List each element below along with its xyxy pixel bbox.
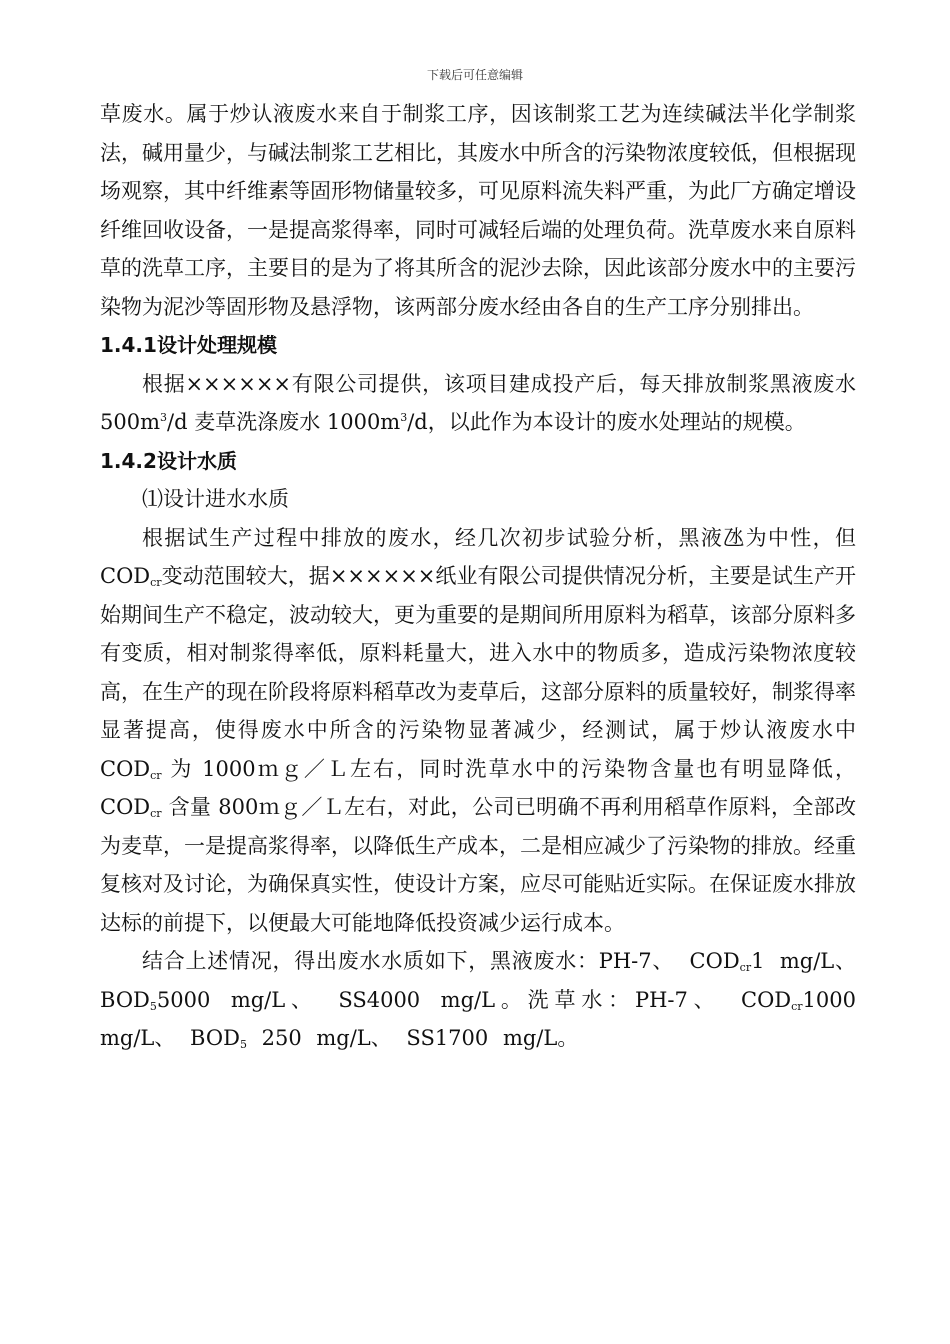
paragraph-wastewater-sources: 草废水。属于炒认液废水来自于制浆工序，因该制浆工艺为连续碱法半化学制浆法，碱用量少，与碱法制浆工艺相比，其废水中所含的污染物浓度较低，但根据现场观察，其中纤维素等固形物储量较多，可见原料流失料严重，为此厂方确定增设纤维回收设备，一是提高浆得率，同时可减轻后端的处理负荷。洗草废水来自原料草的洗草工序，主要目的是为了将其所含的泥沙去除，因此该部分废水中的主要污染物为泥沙等固形物及悬浮物，该两部分废水经由各自的生产工序分别排出。 <box>100 102 856 319</box>
paragraph-design-scale: 根据××××××有限公司提供，该项目建成投产后，每天排放制浆黑液废水 $500m^3/d$ 麦草洗涤废水 $1000m^3/d$，以此作为本设计的废水处理站的规模。 <box>100 371 856 434</box>
section-heading-1-4-2: 1.4.2设计水质 <box>100 448 237 473</box>
page-header: 下载后可任意编辑 <box>426 68 523 82</box>
paragraph-water-quality-summary: 结合上述情况，得出废水水质如下，黑液废水：PH-7、 $COD_{cr}1$ mg/L、 $BOD_55000$ mg/L、 SS4000 mg/L。洗草水：PH-7、 $COD_{cr}1000$ mg/L、 $BOD_5$ 250 mg/L、 SS1700 mg/L。 <box>100 949 856 1051</box>
paragraph-influent-analysis: 根据试生产过程中排放的废水，经几次初步试验分析，黑液氹为中性，但 $COD_{cr}$变动范围较大，据××××××纸业有限公司提供情况分析，主要是试生产开始期间生产不稳定，波动较大，更为重要的是期间所用原料为稻草，该部分原料多有变质，相对制浆得率低，原料耗量大，进入水中的物质多，造成污染物浓度较高，在生产的现在阶段将原料稻草改为麦草后，这部分原料的质量较好，制浆得率显著提高，使得废水中所含的污染物显著减少，经测试，属于炒认液废水中 $COD_{cr}$ 为 1000ｍｇ／Ｌ左右，同时洗草水中的污染物含量也有明显降低，$COD_{cr}$ 含量 800ｍｇ／Ｌ左右，对此，公司已明确不再利用稻草作原料，全部改为麦草，一是提高浆得率，以降低生产成本，二是相应减少了污染物的排放。经重复核对及讨论，为确保真实性，使设计方案，应尽可能贴近实际。在保证废水排放达标的前提下，以便最大可能地降低投资减少运行成本。 <box>100 525 856 935</box>
document-body <box>100 95 856 1058</box>
section-heading-1-4-1: 1.4.1设计处理规模 <box>100 333 277 357</box>
sub-heading-influent-quality: ⑴设计进水水质 <box>142 487 289 511</box>
